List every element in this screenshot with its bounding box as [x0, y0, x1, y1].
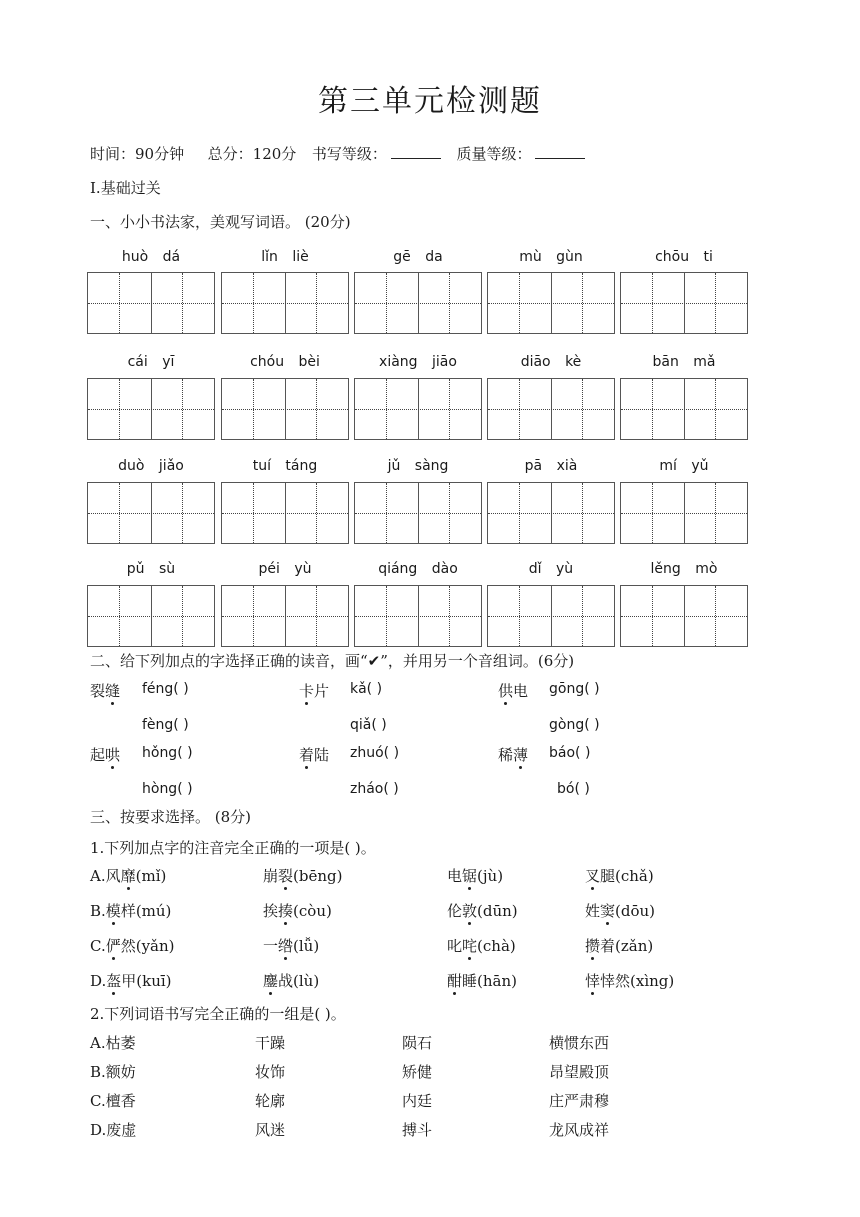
- pinyin-label: huò dá: [121, 249, 181, 265]
- word-part: D.: [90, 972, 107, 990]
- pinyin-label: pǔ sù: [126, 561, 176, 577]
- word-part: A.风: [90, 867, 121, 885]
- word-part: 悻然(xìng): [600, 972, 675, 990]
- word-part: 战(lù): [278, 972, 320, 990]
- pinyin-label: dǐ yù: [528, 561, 574, 577]
- option-word: 妆饰: [255, 1063, 286, 1081]
- exam-info: [90, 143, 585, 164]
- pinyin-option[interactable]: hòng( ): [142, 781, 193, 797]
- option-choice[interactable]: [90, 900, 171, 921]
- q1-heading: 一、小小书法家，美观写词语。 (20分): [90, 213, 351, 231]
- writing-box[interactable]: [354, 585, 482, 647]
- option-word: 昂望殿顶: [549, 1063, 610, 1081]
- option-word: [447, 865, 503, 886]
- q3-heading: 三、按要求选择。 (8分): [90, 808, 252, 826]
- pinyin-label: lǐn liè: [261, 249, 309, 265]
- dotted-char: 哄: [105, 746, 121, 764]
- pinyin-label: péi yù: [258, 561, 312, 577]
- dotted-char: 缝: [105, 682, 121, 700]
- option-word: [585, 865, 654, 886]
- pinyin-label: pā xià: [524, 458, 578, 474]
- option-word: [263, 900, 332, 921]
- option-word: 庄严肃穆: [549, 1092, 610, 1110]
- pinyin-label: lěng mò: [650, 561, 718, 577]
- option-choice[interactable]: A.枯萎: [90, 1034, 136, 1052]
- pinyin-option[interactable]: fèng( ): [142, 717, 189, 733]
- dotted-char: 敦: [462, 902, 478, 920]
- word-part: 一: [263, 937, 279, 955]
- writing-box[interactable]: [620, 585, 748, 647]
- word-part: 挨: [263, 902, 279, 920]
- time-info: 时间：90分钟: [90, 145, 185, 163]
- word-part: (mǐ): [135, 867, 167, 885]
- q3-sub2-stem: 2.下列词语书写完全正确的一组是( )。: [90, 1005, 346, 1023]
- writing-box[interactable]: [620, 272, 748, 334]
- option-word: 矫健: [402, 1063, 433, 1081]
- word-part: 姓: [585, 902, 601, 920]
- writing-grade-label: 书写等级：: [311, 145, 387, 163]
- option-word: [447, 935, 516, 956]
- writing-box[interactable]: [87, 482, 215, 544]
- pinyin-label: qiáng dào: [378, 561, 458, 577]
- writing-box[interactable]: [221, 482, 349, 544]
- word-part: (bēng): [293, 867, 343, 885]
- dotted-char: 着: [299, 746, 315, 764]
- dotted-char: 靡: [120, 867, 136, 885]
- writing-box[interactable]: [354, 378, 482, 440]
- pinyin-label: diāo kè: [520, 354, 582, 370]
- dotted-char: 薄: [513, 746, 529, 764]
- q2-word: [299, 680, 329, 701]
- dotted-char: 鏖: [263, 972, 279, 990]
- pinyin-option[interactable]: zháo( ): [350, 781, 399, 797]
- writing-box[interactable]: [487, 272, 615, 334]
- dotted-char: 俨: [105, 937, 121, 955]
- writing-box[interactable]: [620, 482, 748, 544]
- q2-word: [90, 744, 120, 765]
- option-word: 干躁: [255, 1034, 286, 1052]
- word-part: (chà): [477, 937, 516, 955]
- option-word: 陨石: [402, 1034, 433, 1052]
- word-part: 甲(kuī): [121, 972, 172, 990]
- option-word: [585, 970, 674, 991]
- q2-word: [498, 680, 528, 701]
- dotted-char: 攒: [585, 937, 601, 955]
- dotted-char: 锯: [462, 867, 478, 885]
- option-choice[interactable]: B.额妨: [90, 1063, 136, 1081]
- total-score: 总分：120分: [207, 145, 297, 163]
- word-part: B.: [90, 902, 106, 920]
- pinyin-label: xiàng jiāo: [379, 354, 457, 370]
- pinyin-option[interactable]: gōng( ): [549, 681, 600, 697]
- pinyin-label: chōu ti: [655, 249, 713, 265]
- pinyin-option[interactable]: hǒng( ): [142, 745, 193, 761]
- writing-box[interactable]: [221, 272, 349, 334]
- word-part: 叱: [447, 937, 463, 955]
- writing-box[interactable]: [221, 378, 349, 440]
- word-part: C.: [90, 937, 106, 955]
- writing-box[interactable]: [87, 272, 215, 334]
- writing-box[interactable]: [487, 585, 615, 647]
- option-word: [263, 865, 342, 886]
- writing-box[interactable]: [87, 585, 215, 647]
- pinyin-option[interactable]: féng( ): [142, 681, 189, 697]
- word-part: 睡(hān): [462, 972, 517, 990]
- writing-box[interactable]: [87, 378, 215, 440]
- word-part: 着(zǎn): [600, 937, 654, 955]
- word-part: (còu): [293, 902, 332, 920]
- word-part: 稀: [498, 746, 514, 764]
- word-part: 然(yǎn): [120, 937, 175, 955]
- option-word: 横惯东西: [549, 1034, 610, 1052]
- pinyin-option[interactable]: zhuó( ): [350, 745, 400, 761]
- writing-box[interactable]: [221, 585, 349, 647]
- writing-grade-blank[interactable]: [391, 144, 441, 159]
- q2-word: [299, 744, 329, 765]
- dotted-char: 咤: [462, 937, 478, 955]
- part-heading: Ⅰ.基础过关: [90, 179, 161, 197]
- pinyin-label: mù gùn: [519, 249, 583, 265]
- option-word: [447, 970, 517, 991]
- writing-box[interactable]: [487, 378, 615, 440]
- pinyin-label: mí yǔ: [659, 458, 709, 474]
- q3-sub1-stem: 1.下列加点字的注音完全正确的一项是( )。: [90, 839, 376, 857]
- dotted-char: 盔: [106, 972, 122, 990]
- dotted-char: 叉: [585, 867, 601, 885]
- pinyin-label: jǔ sàng: [387, 458, 449, 474]
- dotted-char: 模: [105, 902, 121, 920]
- word-part: 崩: [263, 867, 279, 885]
- option-word: 搏斗: [402, 1121, 433, 1139]
- word-part: 陆: [314, 746, 330, 764]
- option-word: [263, 970, 319, 991]
- word-part: 片: [314, 682, 330, 700]
- option-word: 风迷: [255, 1121, 286, 1139]
- option-word: [263, 935, 319, 956]
- word-part: (dūn): [477, 902, 518, 920]
- option-choice[interactable]: C.檀香: [90, 1092, 136, 1110]
- writing-box[interactable]: [354, 482, 482, 544]
- option-choice[interactable]: D.废虚: [90, 1121, 137, 1139]
- option-word: 轮廓: [255, 1092, 286, 1110]
- word-part: 裂: [90, 682, 106, 700]
- dotted-char: 酣: [447, 972, 463, 990]
- dotted-char: 供: [498, 682, 514, 700]
- pinyin-label: chóu bèi: [250, 354, 320, 370]
- writing-box[interactable]: [620, 378, 748, 440]
- pinyin-option[interactable]: báo( ): [549, 745, 591, 761]
- option-word: 龙风成祥: [549, 1121, 610, 1139]
- dotted-char: 揍: [278, 902, 294, 920]
- option-word: [447, 900, 518, 921]
- q2-heading: 二、给下列加点的字选择正确的读音，画“✔”，并用另一个音组词。(6分): [90, 652, 575, 670]
- page-title: 第三单元检测题: [318, 84, 542, 119]
- pinyin-option[interactable]: gòng( ): [549, 717, 600, 733]
- word-part: 样(mú): [120, 902, 172, 920]
- word-part: 电: [513, 682, 529, 700]
- dotted-char: 绺: [278, 937, 294, 955]
- writing-box[interactable]: [487, 482, 615, 544]
- pinyin-label: tuí táng: [252, 458, 318, 474]
- word-part: (dōu): [615, 902, 656, 920]
- q2-word: [90, 680, 120, 701]
- quality-grade-label: 质量等级：: [456, 145, 532, 163]
- dotted-char: 卡: [299, 682, 315, 700]
- dotted-char: 窦: [600, 902, 616, 920]
- writing-box[interactable]: [354, 272, 482, 334]
- pinyin-option[interactable]: kǎ( ): [350, 681, 383, 697]
- word-part: 起: [90, 746, 106, 764]
- word-part: 伦: [447, 902, 463, 920]
- option-word: 内廷: [402, 1092, 433, 1110]
- option-word: [585, 900, 655, 921]
- dotted-char: 裂: [278, 867, 294, 885]
- word-part: (lǚ): [293, 937, 320, 955]
- pinyin-label: bān mǎ: [652, 354, 716, 370]
- pinyin-label: cái yī: [127, 354, 175, 370]
- pinyin-option[interactable]: qiǎ( ): [350, 717, 387, 733]
- option-choice[interactable]: [90, 935, 175, 956]
- option-word: [585, 935, 653, 956]
- word-part: (jù): [477, 867, 504, 885]
- q2-word: [498, 744, 528, 765]
- dotted-char: 悻: [585, 972, 601, 990]
- pinyin-label: gē da: [393, 249, 443, 265]
- word-part: 电: [447, 867, 463, 885]
- option-choice[interactable]: [90, 970, 172, 991]
- pinyin-label: duò jiǎo: [118, 458, 184, 474]
- pinyin-option[interactable]: bó( ): [557, 781, 590, 797]
- word-part: 腿(chǎ): [600, 867, 654, 885]
- option-choice[interactable]: [90, 865, 166, 886]
- quality-grade-blank[interactable]: [535, 144, 585, 159]
